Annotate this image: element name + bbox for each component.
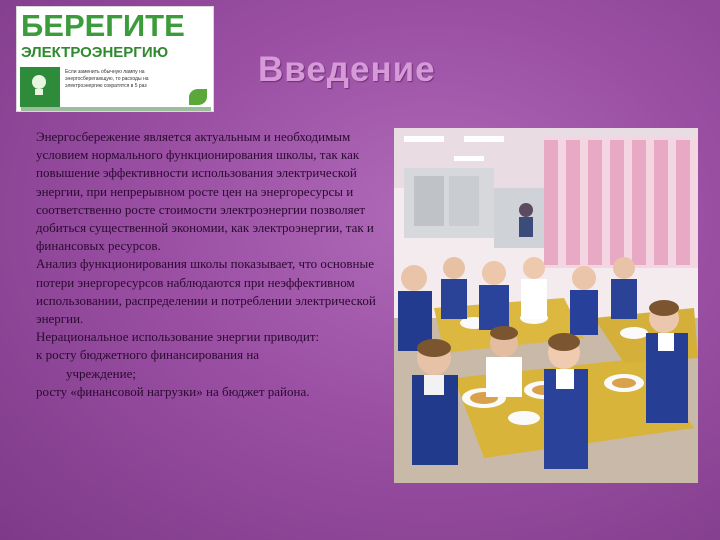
list-item-district: росту «финансовой нагрузки» на бюджет района. bbox=[36, 383, 310, 399]
poster-small-text: Если заменить обычную лампу на энергосберегающую, то расходы на электроэнергию сократятся в 5 раз bbox=[65, 69, 149, 89]
paragraph-intro: Энергосбережение является актуальным и необходимым условием нормального функционирования школы, так как повышение эффективности использования электрической энергии, при непрерывном росте цен на энергоресурсы и соответственно росте стоимости электроэнергии позволяет добиться существенной экономии, как электроэнергии, так и финансовых ресурсов. bbox=[36, 129, 374, 254]
paragraph-analysis: Анализ функционирования школы показывает, что основные потери энергоресурсов наблюдаются при неэффективном использовании, распределении и потреблении электрической энергии. bbox=[36, 256, 376, 327]
school-canteen-photo bbox=[394, 128, 698, 483]
poster-headline: БЕРЕГИТЕ bbox=[21, 8, 185, 43]
slide-title: Введение bbox=[258, 50, 436, 89]
paragraph-irrational: Нерациональное использование энергии приводит: bbox=[36, 329, 320, 345]
list-item-budget: к росту бюджетного финансирования на bbox=[36, 347, 260, 363]
energy-saving-poster bbox=[16, 6, 214, 112]
leaf-icon bbox=[189, 89, 207, 105]
poster-subheadline: ЭЛЕКТРОЭНЕРГИЮ bbox=[21, 44, 169, 61]
poster-footer-bar bbox=[21, 107, 211, 111]
list-item-budget-cont: учреждение; bbox=[66, 365, 136, 381]
lightbulb-icon bbox=[20, 67, 60, 107]
slide-body bbox=[36, 128, 386, 401]
